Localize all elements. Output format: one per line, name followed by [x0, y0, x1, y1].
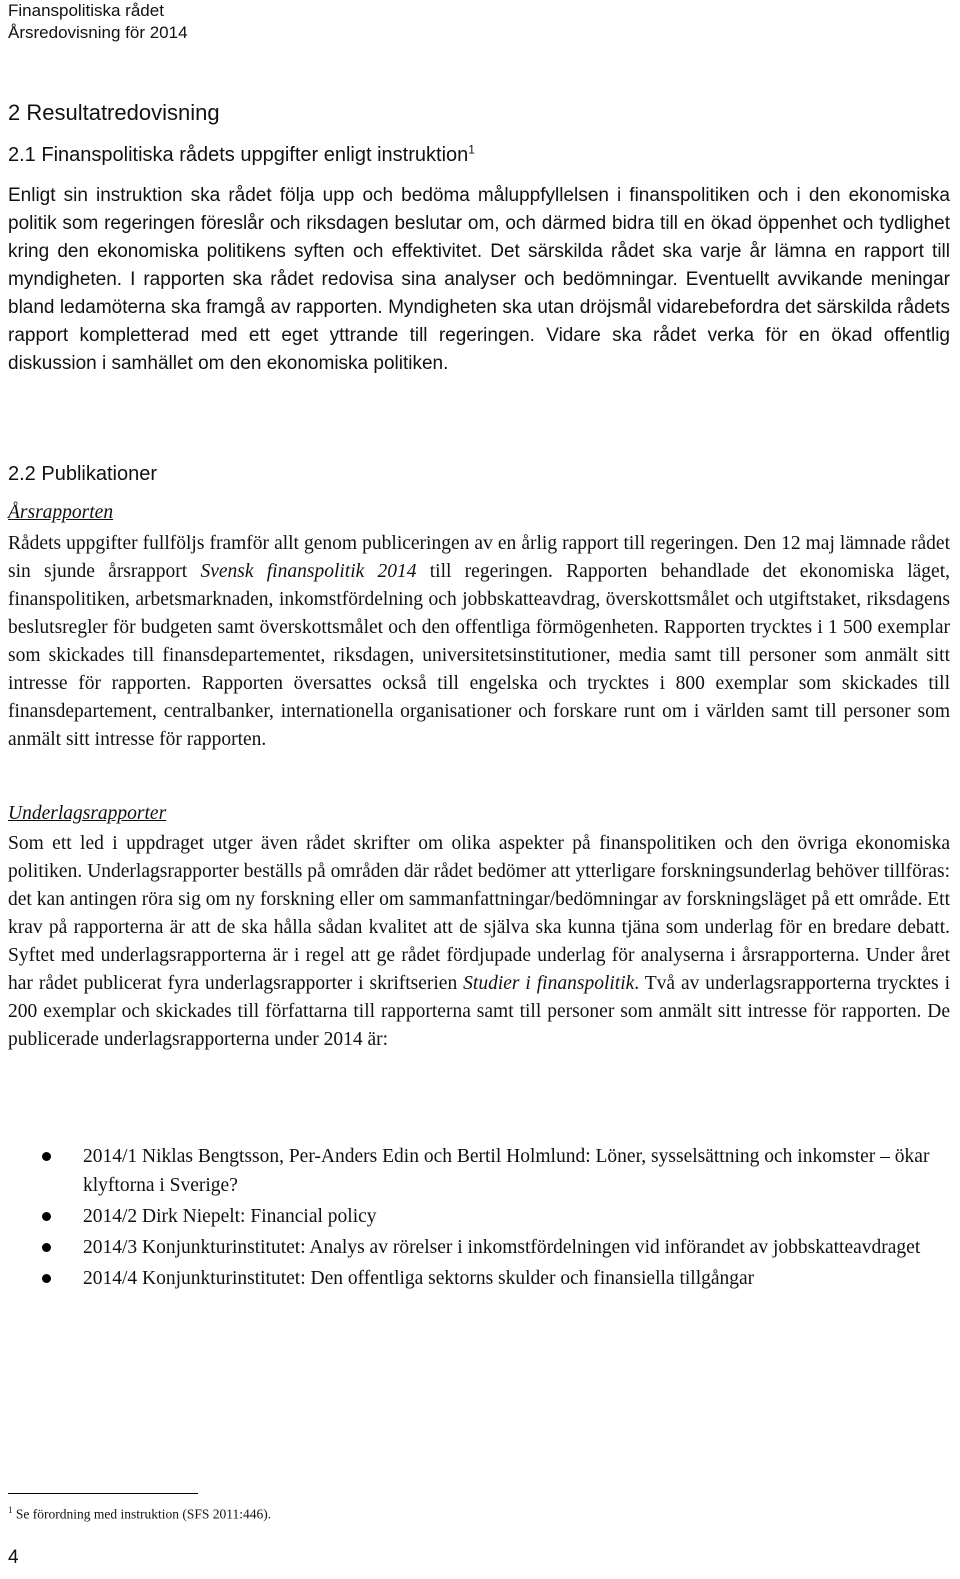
report-item-text: 2014/1 Niklas Bengtsson, Per-Anders Edin och Bertil Holmlund: Löner, sysselsättning och inkomster – ökar klyftorna i Sverige? — [83, 1146, 930, 1196]
section-title: 2 Resultatredovisning — [8, 100, 220, 125]
arsrapporten-text-after: till regeringen. Rapporten behandlade det ekonomiska läget, finanspolitiken, arbetsmarknaden, inkomstfördelning och jobbskatteavdrag, överskottsmålet och utgiftstaket, riksdagens beslutsregler för budgeten samt överskottsmålet och den offentliga förmögenheten. Rapporten trycktes i 1 500 exemplar som skickades till finansdepartementet, riksdagen, universitetsinstitutioner, media samt till personer som anmält sitt intresse för rapporten. Rapporten översattes också till engelska och trycktes i 800 exemplar som skickades till finansdepartement, centralbanker, internationella organisationer och forskare runt om i världen samt till personer som anmält sitt intresse för rapporten. — [8, 561, 950, 750]
list-item — [8, 1202, 950, 1231]
bullet-icon — [42, 1152, 51, 1161]
bullet-icon — [42, 1243, 51, 1252]
instruction-paragraph: Enligt sin instruktion ska rådet följa upp och bedöma måluppfyllelsen i finanspolitiken och i den ekonomiska politik som regeringen föreslår och riksdagen beslutar om, och därmed bidra till en ökad öppenhet och tydlighet kring den ekonomiska politikens syften och effektivitet. Det särskilda rådet ska varje år lämna en rapport till myndigheten. I rapporten ska rådet redovisa sina analyser och bedömningar. Eventuellt avvikande meningar bland ledamöterna ska framgå av rapporten. Myndigheten ska utan dröjsmål vidarebefordra det särskilda rådets rapport kompletterad med ett eget yttrande till regeringen. Vidare ska rådet verka för en ökad offentlig diskussion i samhället om den ekonomiska politiken. — [8, 185, 950, 374]
underlagsrapporter-paragraph — [8, 830, 950, 1054]
list-item — [8, 1264, 950, 1293]
arsrapporten-heading: Årsrapporten — [8, 502, 114, 523]
footnote-reference: 1 — [468, 142, 475, 157]
subsection-2-1-title-text: 2.1 Finanspolitiska rådets uppgifter enligt instruktion — [8, 144, 469, 166]
header-organization: Finanspolitiska rådet — [8, 1, 164, 20]
footnote — [8, 1505, 271, 1523]
report-item-text: 2014/2 Dirk Niepelt: Financial policy — [83, 1206, 377, 1227]
page-number: 4 — [8, 1547, 19, 1568]
arsrapporten-text-before: Rådets uppgifter fullföljs framför allt genom publiceringen av en årlig rapport till regeringen. Den 12 maj lämnade rådet sin sjunde årsrapport — [8, 533, 950, 582]
bullet-icon — [42, 1274, 51, 1283]
list-item — [8, 1233, 950, 1262]
list-item — [8, 1142, 950, 1200]
report-title: Svensk finanspolitik 2014 — [200, 561, 417, 582]
underlag-text-before: Som ett led i uppdraget utger även rådet skrifter om olika aspekter på finanspolitiken och den övriga ekonomiska politiken. Underlagsrapporter beställs på områden där rådet bedömer att ytterligare forskningsunderlag behöver tillföras: det kan antingen röra sig om ny forskning eller om sammanfattningar/bedömningar av forskningsläget på ett område. Ett krav på rapporterna är att de ska hålla sådan kvalitet att de själva ska kunna tjäna som underlag för en bredare debatt. Syftet med underlagsrapporterna är i regel att ge rådet fördjupade underlag för analyserna i årsrapporterna. Under året har rådet publicerat fyra underlagsrapporter i skriftserien — [8, 833, 950, 994]
report-list — [8, 1142, 950, 1295]
series-title: Studier i finanspolitik — [463, 973, 635, 994]
arsrapporten-paragraph — [8, 530, 950, 754]
underlag-text-after: . Två av underlagsrapporterna trycktes i 200 exemplar och skickades till författarna till rapporterna samt till personer som anmält sitt intresse för rapporten. De publicerade underlagsrapporterna under 2014 är: — [8, 973, 950, 1050]
bullet-icon — [42, 1212, 51, 1221]
subsection-2-1-title — [8, 144, 475, 167]
header-document-title: Årsredovisning för 2014 — [8, 23, 188, 42]
report-item-text: 2014/3 Konjunkturinstitutet: Analys av rörelser i inkomstfördelningen vid införandet av jobbskatteavdraget — [83, 1237, 921, 1258]
page-header — [8, 0, 188, 44]
footnote-divider — [8, 1493, 198, 1494]
subsection-2-2-title: 2.2 Publikationer — [8, 463, 157, 485]
footnote-text: Se förordning med instruktion (SFS 2011:446). — [12, 1506, 272, 1522]
underlagsrapporter-heading: Underlagsrapporter — [8, 803, 167, 824]
footnote-number: 1 — [8, 1505, 13, 1515]
report-item-text: 2014/4 Konjunkturinstitutet: Den offentliga sektorns skulder och finansiella tillgångar — [83, 1268, 755, 1289]
